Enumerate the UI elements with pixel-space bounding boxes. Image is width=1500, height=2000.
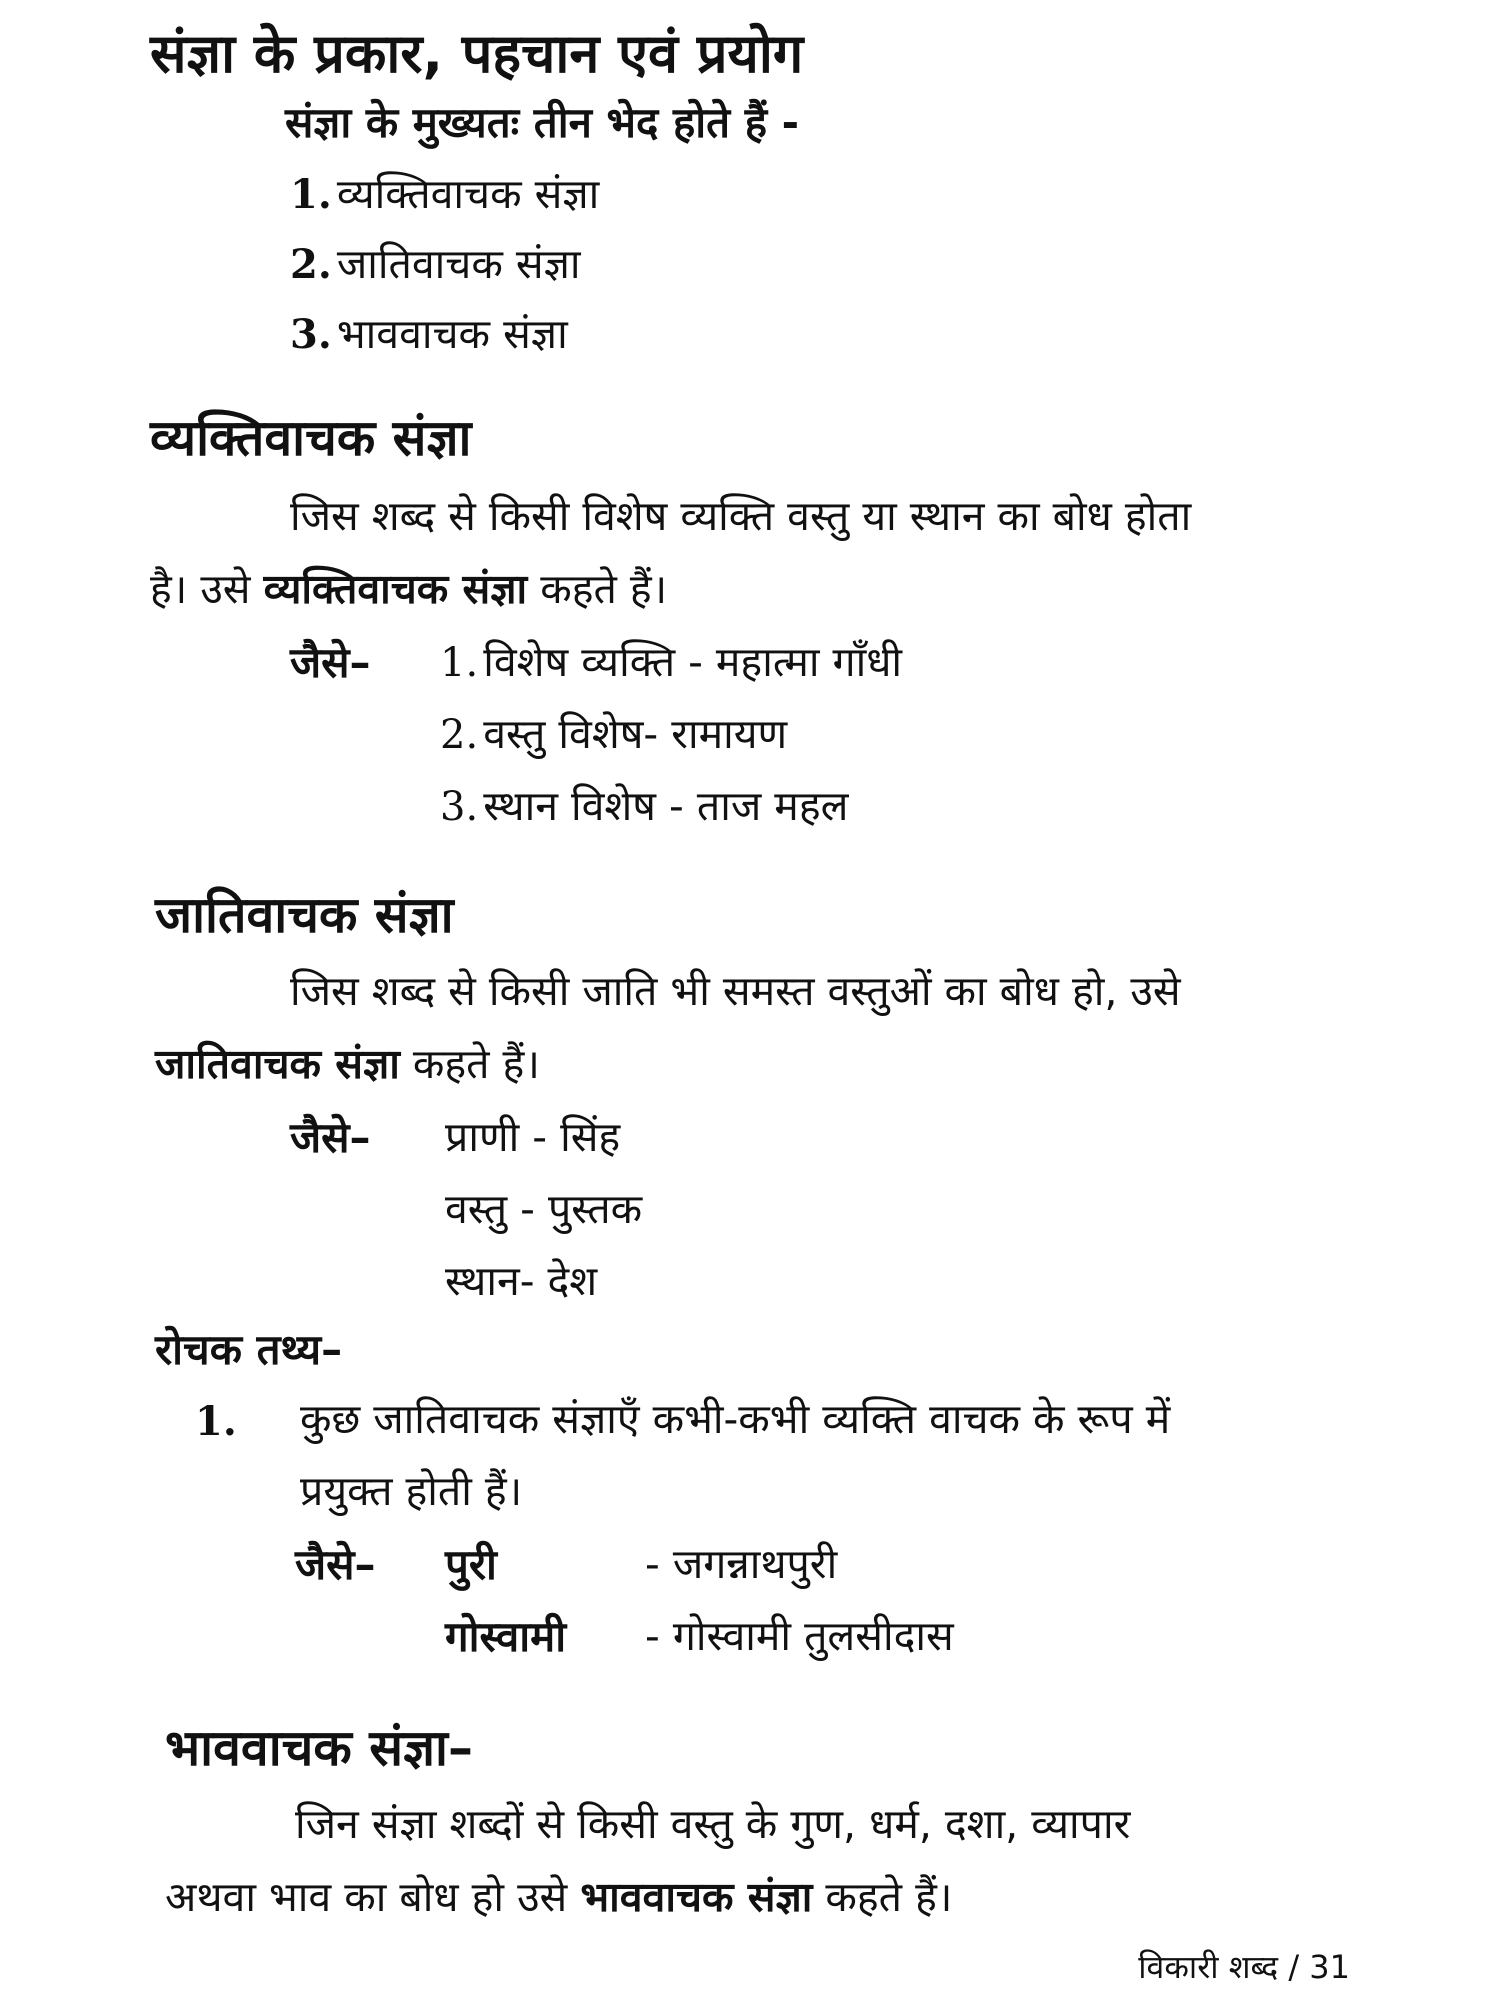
type-item-2 bbox=[290, 240, 580, 289]
section-heading-abstract: भाववाचक संज्ञा– bbox=[165, 1719, 474, 1777]
type-item-3 bbox=[290, 310, 568, 359]
example-number: 2. bbox=[440, 712, 479, 758]
fact-example-value-1: - जगन्नाथपुरी bbox=[645, 1540, 838, 1588]
definition-text: कहते हैं। bbox=[399, 1040, 540, 1088]
fact-line2: प्रयुक्त होती हैं। bbox=[300, 1467, 523, 1515]
type-label: व्यक्तिवाचक संज्ञा bbox=[336, 170, 600, 218]
fact-example-value-2: - गोस्वामी तुलसीदास bbox=[645, 1612, 954, 1660]
proper-definition-line2 bbox=[150, 565, 667, 614]
definition-term: भाववाचक संज्ञा bbox=[580, 1873, 813, 1921]
common-example-2: वस्तु - पुस्तक bbox=[445, 1185, 643, 1233]
intro-heading: संज्ञा के मुख्यतः तीन भेद होते हैं - bbox=[285, 98, 800, 147]
definition-term: जातिवाचक संज्ञा bbox=[155, 1040, 400, 1088]
example-label: जैसे– bbox=[290, 1113, 371, 1162]
definition-text: कहते हैं। bbox=[812, 1873, 953, 1921]
definition-text: है। उसे bbox=[150, 565, 264, 613]
fact-number: 1. bbox=[195, 1398, 237, 1445]
example-text: वस्तु विशेष- रामायण bbox=[483, 710, 788, 758]
type-number: 3. bbox=[290, 311, 332, 358]
page-footer: विकारी शब्द / 31 bbox=[1138, 1948, 1350, 1986]
proper-example-3 bbox=[440, 782, 848, 831]
example-label: जैसे– bbox=[295, 1540, 376, 1589]
common-definition-line1: जिस शब्द से किसी जाति भी समस्त वस्तुओं का बोध हो, उसे bbox=[290, 967, 1181, 1015]
type-label: जातिवाचक संज्ञा bbox=[336, 240, 581, 288]
section-heading-proper: व्यक्तिवाचक संज्ञा bbox=[150, 409, 472, 467]
type-label: भाववाचक संज्ञा bbox=[336, 310, 568, 358]
type-number: 1. bbox=[290, 171, 332, 218]
type-number: 2. bbox=[290, 241, 332, 288]
fact-example-term-2: गोस्वामी bbox=[445, 1612, 567, 1661]
common-example-1: प्राणी - सिंह bbox=[445, 1113, 621, 1161]
example-number: 1. bbox=[440, 640, 479, 686]
proper-definition-line1: जिस शब्द से किसी विशेष व्यक्ति वस्तु या स्थान का बोध होता bbox=[290, 492, 1192, 540]
fact-line1: कुछ जातिवाचक संज्ञाएँ कभी-कभी व्यक्ति वाचक के रूप में bbox=[300, 1395, 1171, 1443]
common-definition-line2 bbox=[155, 1040, 540, 1089]
abstract-definition-line2 bbox=[165, 1873, 952, 1922]
abstract-definition-line1: जिन संज्ञा शब्दों से किसी वस्तु के गुण, धर्म, दशा, व्यापार bbox=[295, 1800, 1131, 1848]
proper-example-1 bbox=[440, 638, 902, 687]
definition-text: अथवा भाव का बोध हो उसे bbox=[165, 1873, 581, 1921]
page-title: संज्ञा के प्रकार, पहचान एवं प्रयोग bbox=[150, 22, 804, 85]
type-item-1 bbox=[290, 170, 599, 219]
definition-text: कहते हैं। bbox=[527, 565, 668, 613]
proper-example-2 bbox=[440, 710, 787, 759]
example-text: स्थान विशेष - ताज महल bbox=[483, 782, 849, 830]
fact-example-term-1: पुरी bbox=[445, 1540, 497, 1589]
common-example-3: स्थान- देश bbox=[445, 1257, 598, 1305]
example-text: विशेष व्यक्ति - महात्मा गाँधी bbox=[483, 638, 903, 686]
example-number: 3. bbox=[440, 784, 479, 830]
section-heading-facts: रोचक तथ्य– bbox=[155, 1325, 343, 1374]
example-label: जैसे– bbox=[290, 638, 371, 687]
definition-term: व्यक्तिवाचक संज्ञा bbox=[263, 565, 528, 613]
section-heading-common: जातिवाचक संज्ञा bbox=[155, 886, 454, 944]
